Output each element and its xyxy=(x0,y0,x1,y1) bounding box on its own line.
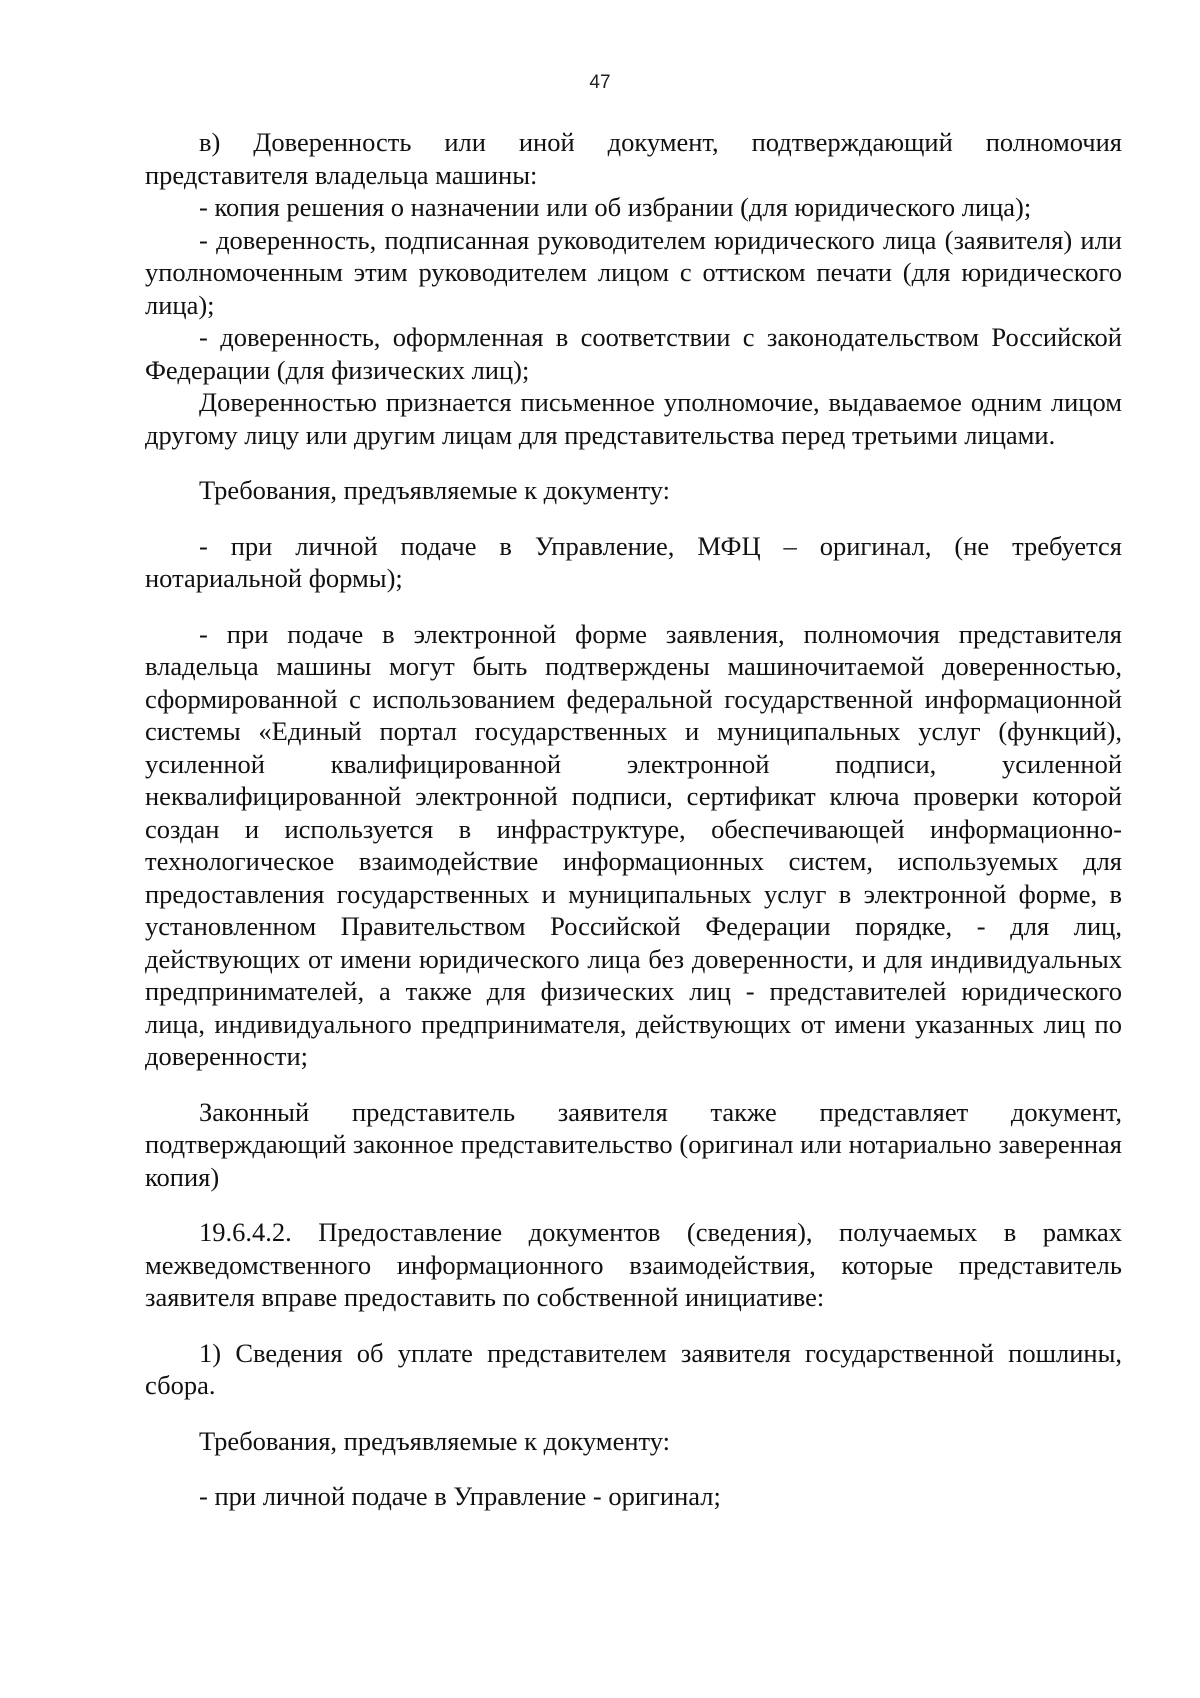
paragraph-personal-submission: - при личной подаче в Управление, МФЦ – оригинал, (не требуется нотариальной формы); xyxy=(145,530,1122,593)
paragraph-fee-payment: 1) Сведения об уплате представителем заявителя государственной пошлины, сбора. xyxy=(145,1337,1122,1400)
paragraph-legal-representative: Законный представитель заявителя также представляет документ, подтверждающий законное представительство (оригинал или нотариально заверенная копия) xyxy=(145,1096,1122,1192)
paragraph-section-19-6-4-2: 19.6.4.2. Предоставление документов (сведения), получаемых в рамках межведомственного информационного взаимодействия, которые представитель заявителя вправе предоставить по собственной инициативе: xyxy=(145,1217,1122,1312)
paragraph-requirements-heading-2: Требования, предъявляемые к документу: xyxy=(199,1425,671,1456)
paragraph-original-in-person: - при личной подаче в Управление - оригинал; xyxy=(199,1481,721,1511)
document-body xyxy=(145,126,1122,1513)
paragraph-individuals: - доверенность, оформленная в соответствии с законодательством Российской Федерации (для физических лиц); xyxy=(145,322,1122,385)
paragraph-power-of-attorney-heading: в) Доверенность или иной документ, подтверждающий полномочия представителя владельца машины: xyxy=(145,127,1122,190)
paragraph-electronic-submission: - при подаче в электронной форме заявления, полномочия представителя владельца машины могут быть подтверждены машиночитаемой доверенностью, сформированной с использованием федеральной государственной информационной системы «Единый портал государственных и муниципальных услуг (функций), усиленной квалифицированной электронной подписи, усиленной неквалифицированной электронной подписи, сертификат ключа проверки которой создан и используется в инфраструктуре, обеспечивающей информационно-технологическое взаимодействие информационных систем, используемых для предоставления государственных и муниципальных услуг в электронной форме, в установленном Правительством Российской Федерации порядке, - для лиц, действующих от имени юридического лица без доверенности, и для индивидуальных предпринимателей, а также для физических лиц - представителей юридического лица, индивидуального предпринимателя, действующих от имени указанных лиц по доверенности; xyxy=(145,618,1122,1071)
paragraph-copy-of-decision: - копия решения о назначении или об избрании (для юридического лица); xyxy=(199,192,1032,222)
paragraph-signed-by-head: - доверенность, подписанная руководителем юридического лица (заявителя) или уполномоченным этим руководителем лицом с оттиском печати (для юридического лица); xyxy=(145,224,1122,320)
paragraph-requirements-heading: Требования, предъявляемые к документу: xyxy=(199,475,671,505)
paragraph-definition: Доверенностью признается письменное уполномочие, выдаваемое одним лицом другому лицу или другим лицам для представительства перед третьими лицами. xyxy=(145,387,1122,450)
page-number: 47 xyxy=(589,72,611,93)
